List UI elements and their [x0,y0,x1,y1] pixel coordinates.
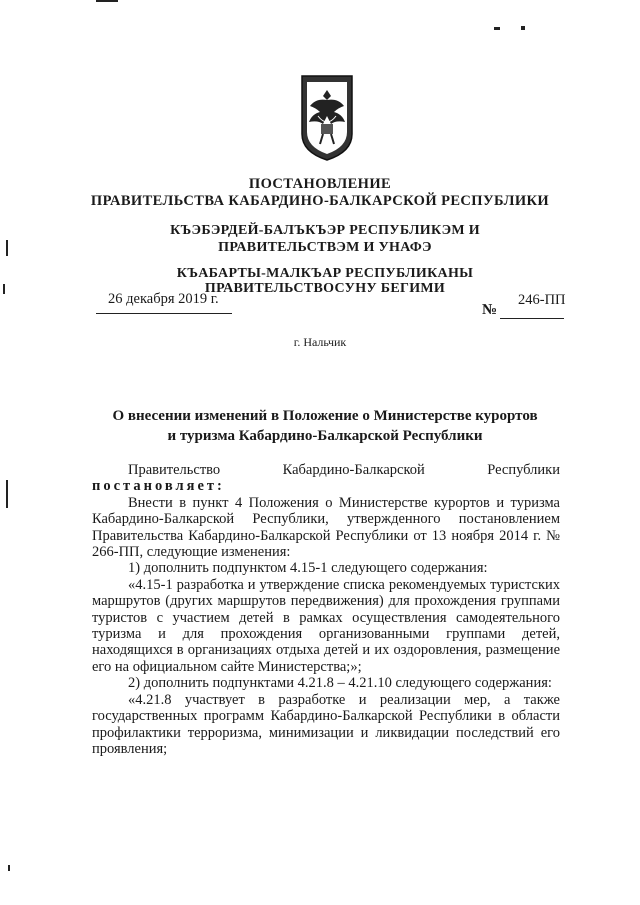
authority-ru: ПРАВИТЕЛЬСТВА КАБАРДИНО-БАЛКАРСКОЙ РЕСПУБЛИКИ [90,193,550,209]
coat-of-arms-emblem [296,72,358,162]
document-number: 246-ПП [518,292,566,308]
authority-bal: КЪАБАРТЫ-МАЛКЪАР РЕСПУБЛИКАНЫ ПРАВИТЕЛЬСТВОСУНУ БЕГИМИ [176,266,474,296]
subject-line-1: О внесении изменений в Положение о Министерстве курортов [112,408,538,424]
authority-kab: КЪЭБЭРДЕЙ-БАЛЪКЪЭР РЕСПУБЛИКЭМ И ПРАВИТЕЛЬСТВЭМ И УНАФЭ [170,223,480,255]
scan-speck [521,26,525,30]
date-underline [96,313,232,314]
number-underline [500,318,564,319]
subject-line-2: и туризма Кабардино-Балкарской Республики [167,428,483,444]
document-body [92,462,560,757]
scan-speck [3,284,5,294]
document-city: г. Нальчик [293,335,347,349]
document-subject [80,406,570,446]
scan-speck [6,240,8,256]
document-date: 26 декабря 2019 г. [108,291,219,307]
scan-speck [96,0,118,2]
paragraph-4-15-1: «4.15-1 разработка и утверждение списка рекомендуемых туристских маршрутов (других маршрутов передвижения) для прохождения группами туристов с участием детей в рамках осуществления самодеятельного туризма и для прохождения организованными группами детей, находящихся в организациях отдыха детей и их оздоровления, размещение его на официальном сайте Министерства;»; [92,576,560,675]
scan-speck [6,480,8,508]
paragraph-resolves: постановляет: [92,478,225,495]
paragraph-4-21-8: «4.21.8 участвует в разработке и реализации мер, а также государственных программ Кабардино-Балкарской Республики в области профилактики терроризма, минимизации и ликвидации последствий его проявления; [92,691,560,757]
paragraph-amendment-intro: Внести в пункт 4 Положения о Министерстве курортов и туризма Кабардино-Балкарской Республики, утвержденного постановлением Правительства Кабардино-Балкарской Республики от 13 ноября 2014 г. № 266-ПП, следующие изменения: [92,494,560,561]
paragraph-item-2: 2) дополнить подпунктами 4.21.8 – 4.21.10 следующего содержания: [128,675,552,692]
number-sign: № [482,302,498,318]
scan-speck [494,27,500,30]
scan-speck [8,865,10,871]
document-type-title: ПОСТАНОВЛЕНИЕ [248,176,392,192]
paragraph-government: Правительство Кабардино-Балкарской Республики [128,462,560,478]
paragraph-item-1: 1) дополнить подпунктом 4.15-1 следующего содержания: [128,560,488,577]
